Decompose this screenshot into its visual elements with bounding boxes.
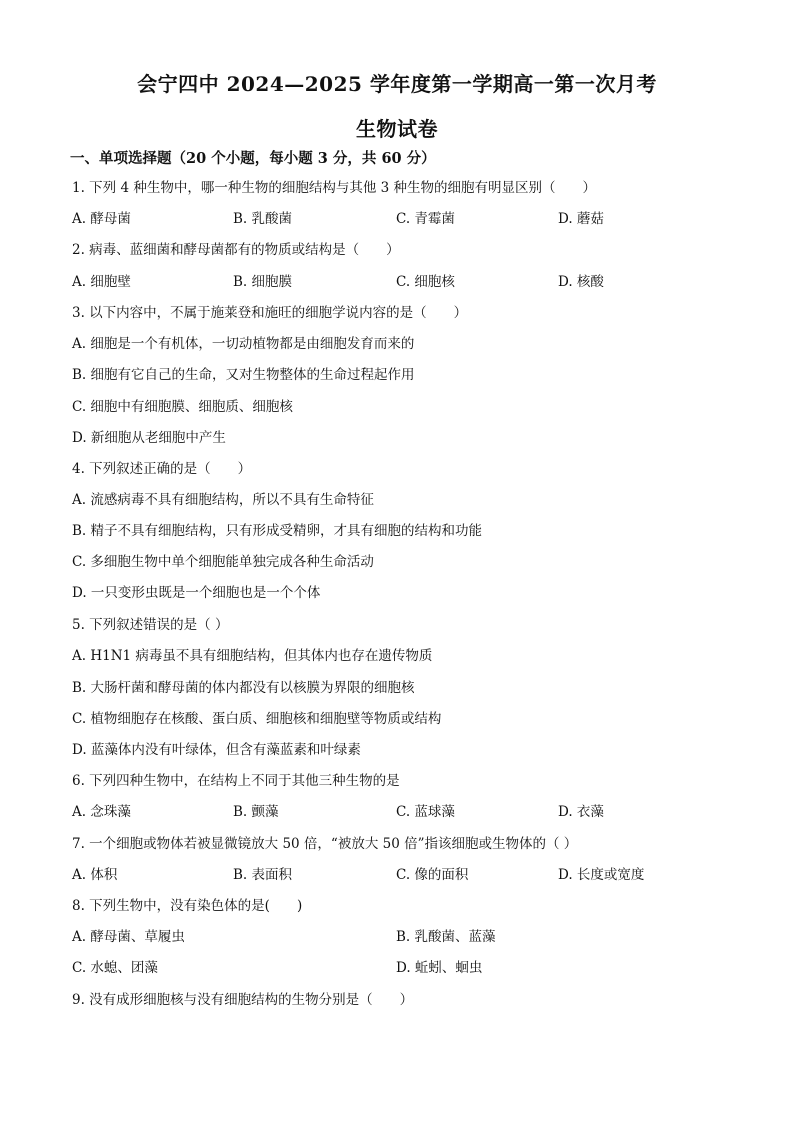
option-d: D. 蚯蚓、蛔虫 [396, 960, 483, 976]
question-stem: 7. 一个细胞或物体若被显微镜放大 50 倍，“被放大 50 倍”指该细胞或生物体的（ ） [72, 836, 578, 852]
question-stem: 8. 下列生物中，没有染色体的是( ) [72, 898, 303, 914]
option-d: D. 一只变形虫既是一个细胞也是一个个体 [72, 585, 321, 601]
exam-subtitle: 生物试卷 [356, 117, 438, 141]
option-d: D. 蓝藻体内没有叶绿体，但含有藻蓝素和叶绿素 [72, 742, 361, 758]
section-heading: 一、单项选择题（20 个小题，每小题 3 分，共 60 分） [70, 150, 436, 167]
option-d: D. 衣藻 [558, 804, 604, 820]
option-c: C. 细胞中有细胞膜、细胞质、细胞核 [72, 399, 293, 415]
option-b: B. 乳酸菌 [233, 211, 293, 227]
option-b: B. 大肠杆菌和酵母菌的体内都没有以核膜为界限的细胞核 [72, 680, 415, 696]
option-d: D. 新细胞从老细胞中产生 [72, 430, 226, 446]
option-c: C. 植物细胞存在核酸、蛋白质、细胞核和细胞壁等物质或结构 [72, 711, 442, 727]
question-stem: 2. 病毒、蓝细菌和酵母菌都有的物质或结构是（ ） [72, 242, 400, 258]
option-b: B. 精子不具有细胞结构，只有形成受精卵，才具有细胞的结构和功能 [72, 523, 483, 539]
option-d: D. 长度或宽度 [558, 867, 645, 883]
option-b: B. 表面积 [233, 867, 293, 883]
option-a: A. 念珠藻 [72, 804, 131, 820]
option-a: A. 细胞壁 [72, 274, 131, 290]
option-b: B. 细胞膜 [233, 274, 293, 290]
exam-title: 会宁四中 2024—2025 学年度第一学期高一第一次月考 [137, 72, 657, 96]
option-b: B. 颤藻 [233, 804, 279, 820]
option-b: B. 细胞有它自己的生命，又对生物整体的生命过程起作用 [72, 367, 415, 383]
option-c: C. 细胞核 [396, 274, 455, 290]
option-c: C. 青霉菌 [396, 211, 455, 227]
option-a: A. 流感病毒不具有细胞结构，所以不具有生命特征 [72, 492, 374, 508]
option-d: D. 蘑菇 [558, 211, 604, 227]
question-stem: 5. 下列叙述错误的是（ ） [72, 617, 229, 633]
option-d: D. 核酸 [558, 274, 604, 290]
option-c: C. 多细胞生物中单个细胞能单独完成各种生命活动 [72, 554, 374, 570]
question-stem: 1. 下列 4 种生物中，哪一种生物的细胞结构与其他 3 种生物的细胞有明显区别（ ） [72, 180, 597, 196]
option-c: C. 水螅、团藻 [72, 960, 158, 976]
option-a: A. 酵母菌、草履虫 [72, 929, 185, 945]
option-a: A. H1N1 病毒虽不具有细胞结构，但其体内也存在遗传物质 [72, 648, 433, 664]
option-c: C. 蓝球藻 [396, 804, 455, 820]
option-a: A. 酵母菌 [72, 211, 131, 227]
question-stem: 4. 下列叙述正确的是（ ） [72, 461, 252, 477]
option-b: B. 乳酸菌、蓝藻 [396, 929, 496, 945]
question-stem: 3. 以下内容中，不属于施莱登和施旺的细胞学说内容的是（ ） [72, 305, 468, 321]
option-c: C. 像的面积 [396, 867, 469, 883]
option-a: A. 体积 [72, 867, 118, 883]
question-stem: 6. 下列四种生物中，在结构上不同于其他三种生物的是 [72, 773, 400, 789]
question-stem: 9. 没有成形细胞核与没有细胞结构的生物分别是（ ） [72, 992, 414, 1008]
option-a: A. 细胞是一个有机体，一切动植物都是由细胞发育而来的 [72, 336, 415, 352]
